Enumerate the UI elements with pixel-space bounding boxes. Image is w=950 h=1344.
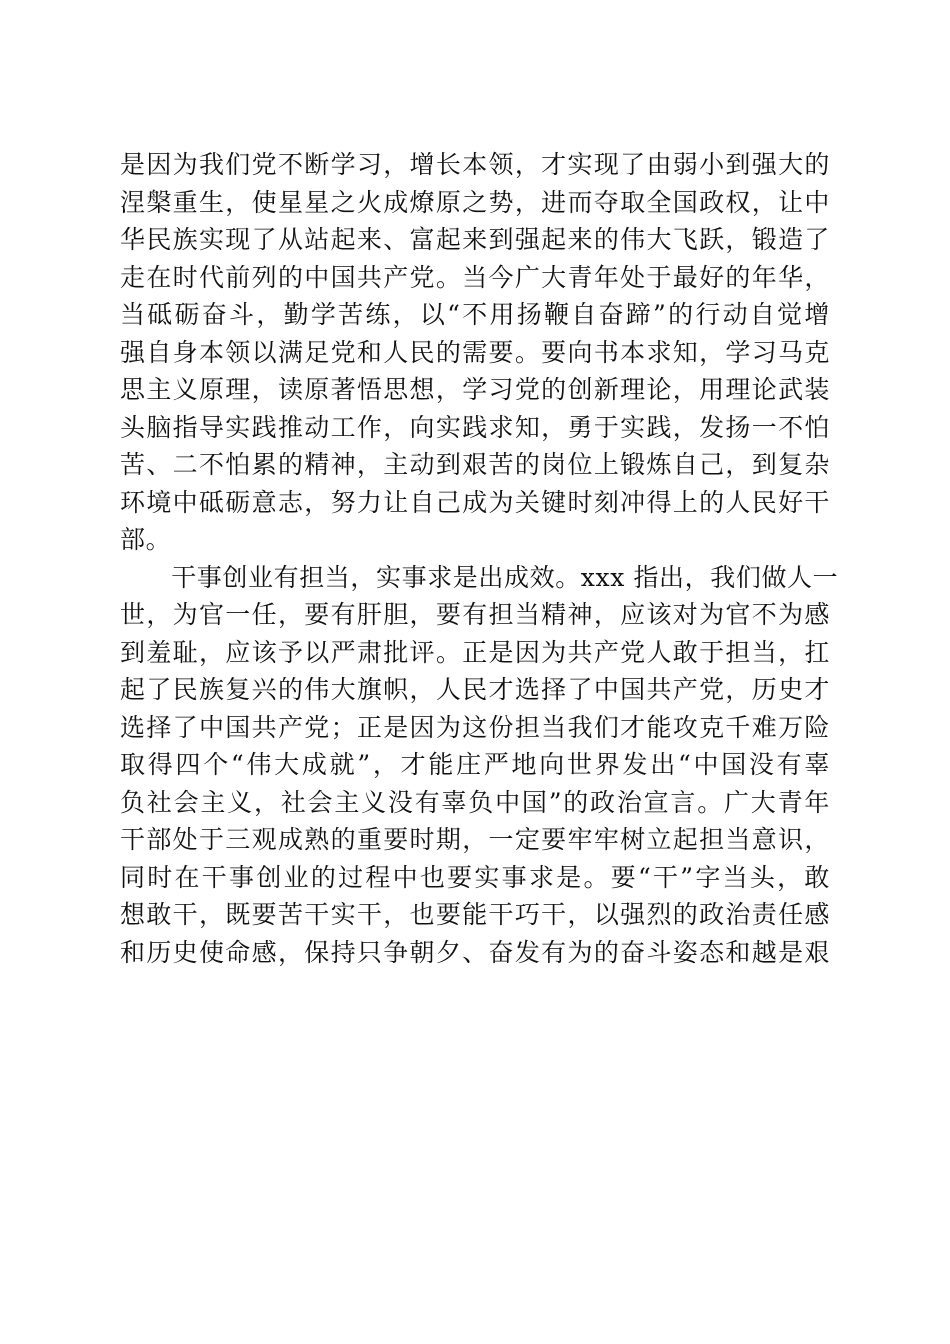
text-line: 涅槃重生，使星星之火成燎原之势，进而夺取全国政权，让中 bbox=[120, 187, 830, 217]
text-line: 到羞耻，应该予以严肃批评。正是因为共产党人敢于担当，扛 bbox=[120, 637, 830, 667]
paragraph-2 bbox=[120, 559, 839, 972]
text-line: 走在时代前列的中国共产党。当今广大青年处于最好的年华， bbox=[120, 262, 830, 292]
text-line: 思主义原理，读原著悟思想，学习党的创新理论，用理论武装 bbox=[120, 375, 830, 404]
text-line: 选择了中国共产党；正是因为这份担当我们才能攻克千难万险 bbox=[120, 712, 830, 742]
text-line: 环境中砥砺意志，努力让自己成为关键时刻冲得上的人民好干 bbox=[120, 487, 830, 517]
text-line: 取得四个“伟大成就”，才能庄严地向世界发出“中国没有辜 bbox=[120, 750, 830, 779]
text-line: 起了民族复兴的伟大旗帜，人民才选择了中国共产党，历史才 bbox=[120, 675, 830, 704]
text-line: 世，为官一任，要有肝胆，要有担当精神，应该对为官不为感 bbox=[120, 600, 830, 629]
text-line: 干事创业有担当，实事求是出成效。xxx 指出，我们做人一 bbox=[120, 562, 839, 592]
text-line: 头脑指导实践推动工作，向实践求知，勇于实践，发扬一不怕 bbox=[120, 412, 830, 442]
text-line: 是因为我们党不断学习，增长本领，才实现了由弱小到强大的 bbox=[120, 150, 830, 179]
text-line: 强自身本领以满足党和人民的需要。要向书本求知，学习马克 bbox=[120, 337, 830, 367]
text-line: 想敢干，既要苦干实干，也要能干巧干，以强烈的政治责任感 bbox=[120, 900, 830, 929]
text-line: 华民族实现了从站起来、富起来到强起来的伟大飞跃，锻造了 bbox=[120, 225, 830, 254]
text-line: 干部处于三观成熟的重要时期，一定要牢牢树立起担当意识， bbox=[120, 825, 830, 854]
text-line: 负社会主义，社会主义没有辜负中国”的政治宣言。广大青年 bbox=[120, 787, 830, 817]
text-line: 当砥砺奋斗，勤学苦练，以“不用扬鞭自奋蹄”的行动自觉增 bbox=[120, 300, 830, 329]
text-line: 苦、二不怕累的精神，主动到艰苦的岗位上锻炼自己，到复杂 bbox=[120, 450, 830, 479]
text-line: 同时在干事创业的过程中也要实事求是。要“干”字当头，敢 bbox=[120, 862, 830, 892]
document-body bbox=[120, 146, 839, 971]
text-line: 和历史使命感，保持只争朝夕、奋发有为的奋斗姿态和越是艰 bbox=[120, 937, 830, 967]
text-line: 部。 bbox=[120, 525, 172, 554]
paragraph-1 bbox=[120, 146, 830, 559]
